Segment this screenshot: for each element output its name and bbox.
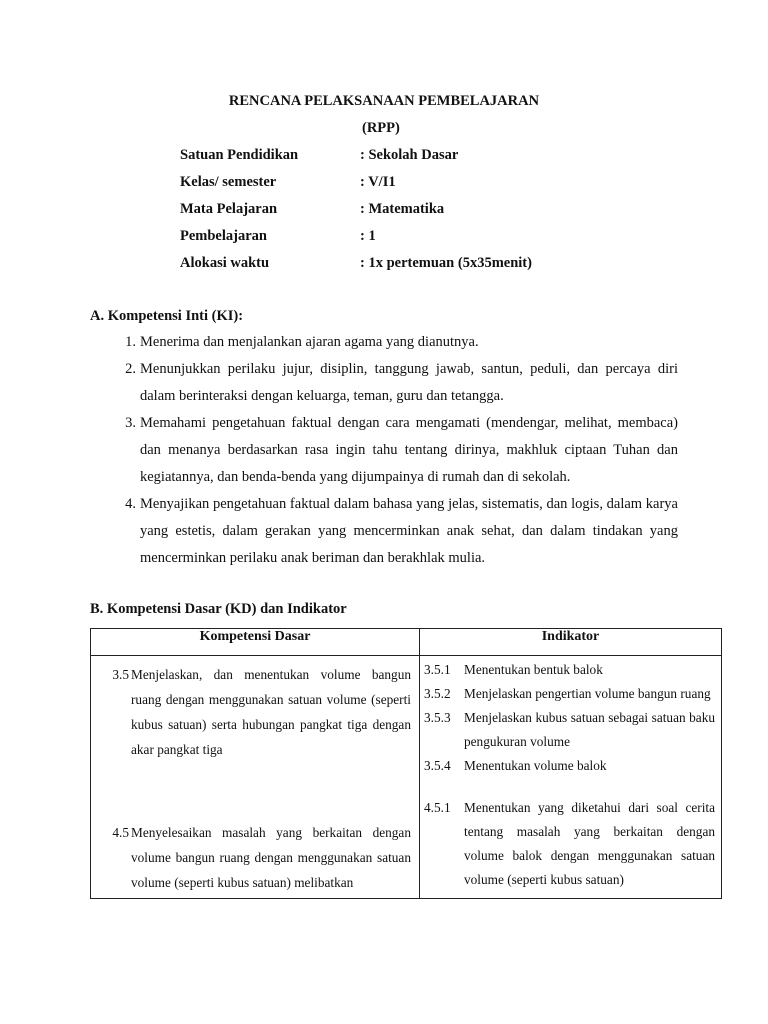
indikator-item xyxy=(424,706,715,754)
rpp-label: (RPP) xyxy=(362,120,400,136)
indikator-text: Menjelaskan kubus satuan sebagai satuan baku pengukuran volume xyxy=(464,710,715,749)
list-number: 2. xyxy=(125,361,136,377)
indikator-number: 4.5.1 xyxy=(424,800,451,815)
indikator-item xyxy=(424,658,715,682)
indikator-text: Menentukan bentuk balok xyxy=(464,662,603,677)
list-item xyxy=(112,410,678,491)
indikator-item xyxy=(424,682,715,706)
meta-value: : 1 xyxy=(360,228,376,244)
list-number: 4. xyxy=(125,496,136,512)
meta-label: Mata Pelajaran xyxy=(180,201,278,217)
section-a-heading: A. Kompetensi Inti (KI): xyxy=(90,308,244,324)
meta-label: Kelas/ semester xyxy=(180,174,277,190)
column-header-kd: Kompetensi Dasar xyxy=(91,629,420,656)
indikator-number: 3.5.2 xyxy=(424,686,451,701)
kd-text: Menyelesaikan masalah yang berkaitan dengan volume bangun ruang dengan menggunakan satuan volume (seperti kubus satuan) melibatkan xyxy=(131,825,411,890)
kd-indikator-table xyxy=(90,628,722,899)
meta-value: : 1x pertemuan (5x35menit) xyxy=(360,255,532,271)
document-title: RENCANA PELAKSANAAN PEMBELAJARAN xyxy=(228,93,540,109)
kd-number: 4.5 xyxy=(112,825,129,840)
table-header-row xyxy=(91,629,722,656)
indikator-number: 3.5.4 xyxy=(424,758,451,773)
kd-cell xyxy=(91,656,420,899)
indikator-cell xyxy=(420,656,722,899)
meta-value: : Sekolah Dasar xyxy=(360,147,459,163)
indikator-item xyxy=(424,796,715,892)
list-item xyxy=(112,329,678,356)
indikator-text: Menentukan yang diketahui dari soal cerita tentang masalah yang berkaitan dengan volume balok dengan menggunakan satuan volume (seperti kubus satuan) xyxy=(464,800,715,887)
meta-value: : V/I1 xyxy=(360,174,396,190)
column-header-indikator: Indikator xyxy=(420,629,722,656)
list-text: Menunjukkan perilaku jujur, disiplin, tanggung jawab, santun, peduli, dan percaya diri dalam berinteraksi dengan keluarga, teman, guru dan tetangga. xyxy=(140,361,678,404)
indikator-number: 3.5.1 xyxy=(424,662,451,677)
list-text: Memahami pengetahuan faktual dengan cara mengamati (mendengar, melihat, membaca) dan menanya berdasarkan rasa ingin tahu tentang dirinya, makhluk ciptaan Tuhan dan kegiatannya, dan benda-benda yang dijumpainya di rumah dan di sekolah. xyxy=(140,415,678,485)
section-b-heading: B. Kompetensi Dasar (KD) dan Indikator xyxy=(90,601,347,617)
meta-label: Pembelajaran xyxy=(180,228,267,244)
kd-number: 3.5 xyxy=(112,667,129,682)
indikator-item xyxy=(424,754,715,778)
indikator-text: Menjelaskan pengertian volume bangun ruang xyxy=(464,686,711,701)
list-item xyxy=(112,491,678,572)
list-item xyxy=(112,356,678,410)
list-text: Menerima dan menjalankan ajaran agama yang dianutnya. xyxy=(140,334,479,350)
list-number: 3. xyxy=(125,415,136,431)
meta-label: Alokasi waktu xyxy=(180,255,270,271)
kd-item xyxy=(99,820,411,895)
meta-label: Satuan Pendidikan xyxy=(180,147,299,163)
meta-value: : Matematika xyxy=(360,201,445,217)
kd-item xyxy=(99,662,411,762)
kd-text: Menjelaskan, dan menentukan volume bangun ruang dengan menggunakan satuan volume (seperti kubus satuan) serta hubungan pangkat tiga dengan akar pangkat tiga xyxy=(131,667,411,757)
list-number: 1. xyxy=(125,334,136,350)
ki-list xyxy=(112,329,678,572)
indikator-text: Menentukan volume balok xyxy=(464,758,607,773)
indikator-number: 3.5.3 xyxy=(424,710,451,725)
list-text: Menyajikan pengetahuan faktual dalam bahasa yang jelas, sistematis, dan logis, dalam karya yang estetis, dalam gerakan yang mencerminkan anak sehat, dan dalam tindakan yang mencerminkan perilaku anak beriman dan berakhlak mulia. xyxy=(140,496,678,566)
table-row xyxy=(91,656,722,899)
